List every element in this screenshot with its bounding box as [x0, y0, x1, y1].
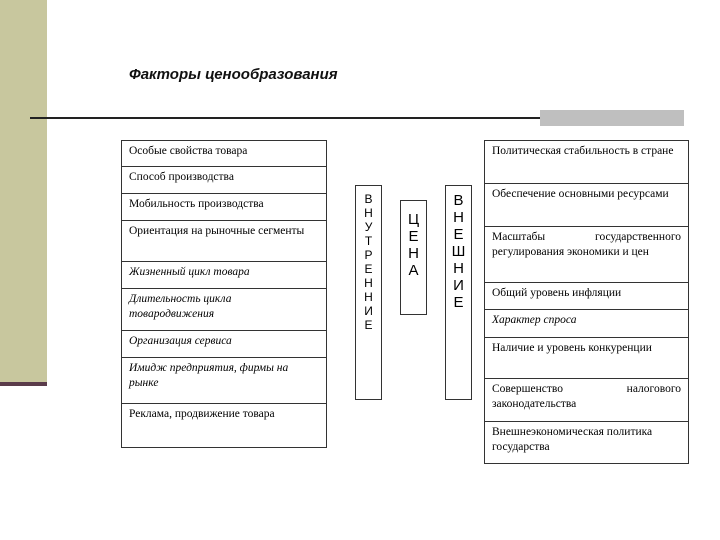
internal-factor: Жизненный цикл товара	[122, 261, 326, 288]
price-label: Ц Е Н А	[407, 211, 420, 279]
internal-factor: Способ производства	[122, 166, 326, 193]
internal-label: В Н У Т Р Е Н Н И Е	[364, 192, 373, 332]
page-title: Факторы ценообразования	[129, 66, 338, 83]
internal-factor: Реклама, продвижение товара	[122, 403, 326, 449]
external-factor: Политическая стабильность в стране	[492, 145, 674, 157]
internal-factor: Длительность цикла товародвижения	[122, 288, 326, 330]
external-factor: Общий уровень инфляции	[485, 282, 688, 309]
internal-factor: Особые свойства товара	[129, 145, 248, 157]
external-factor: Внешнеэкономическая политика государства	[485, 421, 688, 465]
internal-factor: Имидж предприятия, фирмы на рынке	[122, 357, 326, 403]
price-label-box	[400, 200, 427, 315]
internal-factors-box	[121, 140, 327, 448]
internal-factor: Организация сервиса	[122, 330, 326, 357]
external-factors-box	[484, 140, 689, 464]
left-accent-bar	[0, 382, 47, 386]
external-factor: Масштабы государственного регулирования экономики и цен	[485, 226, 688, 282]
external-label-box	[445, 185, 472, 400]
external-factor: Совершенство налогового законодательства	[485, 378, 688, 421]
internal-label-box	[355, 185, 382, 400]
underline-gray-box	[540, 110, 684, 126]
left-accent-band	[0, 0, 47, 382]
external-factor: Характер спроса	[485, 309, 688, 337]
internal-factor: Мобильность производства	[122, 193, 326, 220]
internal-factor: Ориентация на рыночные сегменты	[122, 220, 326, 261]
external-factor: Наличие и уровень конкуренции	[485, 337, 688, 378]
external-label: В Н Е Ш Н И Е	[451, 192, 466, 311]
external-factor: Обеспечение основными ресурсами	[485, 183, 688, 226]
